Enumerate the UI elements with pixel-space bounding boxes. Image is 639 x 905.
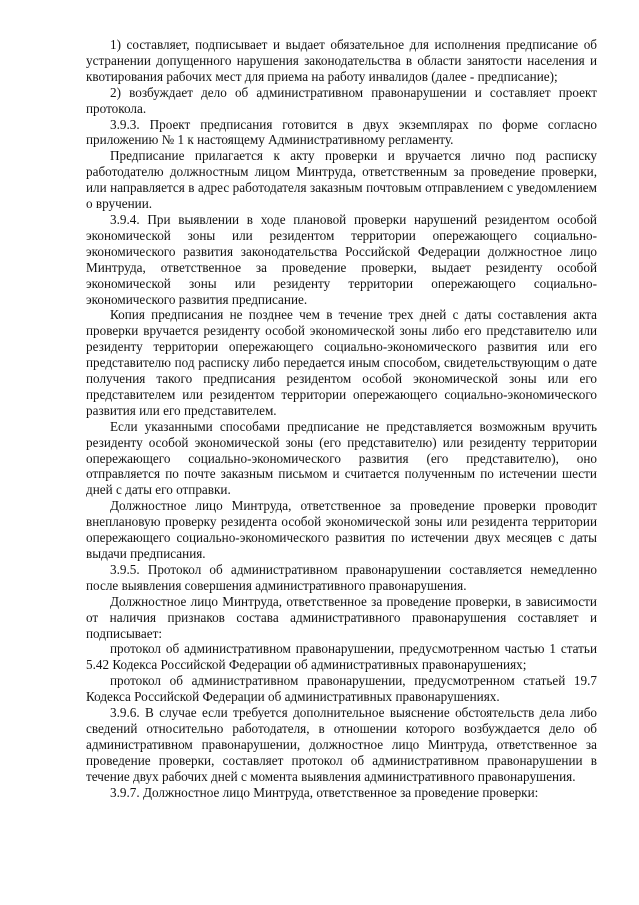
paragraph-order-copy: Копия предписания не позднее чем в течение трех дней с даты составления акта проверки вручается резиденту особой экономической зоны либо его представителю или резиденту территории опережающего социально-экономического развития или его представителю под расписку либо передается иным способом, свидетельствующим о дате получения такого предписания резидентом особой экономической зоны или его представителем или резидентом территории опережающего социально-экономического развития или его представителем.	[86, 307, 597, 418]
paragraph-protocol-19-7: протокол об административном правонарушении, предусмотренном статьей 19.7 Кодекса Российской Федерации об административных правонарушениях.	[86, 673, 597, 705]
paragraph-3-9-5: 3.9.5. Протокол об административном правонарушении составляется немедленно после выявления совершения административного правонарушения.	[86, 561, 597, 593]
paragraph-3-9-6: 3.9.6. В случае если требуется дополнительное выяснение обстоятельств дела либо сведений относительно работодателя, в отношении которого возбуждается дело об административном правонарушении, должностное лицо Минтруда, ответственное за проведение проверки, составляет протокол об административном правонарушении в течение двух рабочих дней с момента выявления административного правонарушения.	[86, 705, 597, 784]
paragraph-3-9-3: 3.9.3. Проект предписания готовится в двух экземплярах по форме согласно приложению № 1 к настоящему Административному регламенту.	[86, 116, 597, 148]
paragraph-protocol-5-42: протокол об административном правонарушении, предусмотренном частью 1 статьи 5.42 Кодекса Российской Федерации об административных правонарушениях;	[86, 641, 597, 673]
paragraph-item-2-open-case: 2) возбуждает дело об административном правонарушении и составляет проект протокола.	[86, 84, 597, 116]
paragraph-official-signs: Должностное лицо Минтруда, ответственное за проведение проверки, в зависимости от наличия признаков состава административного правонарушения составляет и подписывает:	[86, 593, 597, 641]
paragraph-item-1-compose-order: 1) составляет, подписывает и выдает обязательное для исполнения предписание об устранении допущенного нарушения законодательства в области занятости населения и квотирования рабочих мест для приема на работу инвалидов (далее - предписание);	[86, 37, 597, 84]
paragraph-3-9-7: 3.9.7. Должностное лицо Минтруда, ответственное за проведение проверки:	[110, 784, 539, 800]
paragraph-postal-delivery: Если указанными способами предписание не представляется возможным вручить резиденту особой экономической зоны (его представителю) или резиденту территории опережающего социально-экономического развития (его представителю), оно отправляется по почте заказным письмом и считается полученным по истечении шести дней с даты его отправки.	[86, 418, 597, 498]
paragraph-unscheduled-inspection: Должностное лицо Минтруда, ответственное за проведение проверки проводит внеплановую проверку резидента особой экономической зоны или резидента территории опережающего социально-экономического развития по истечении двух месяцев с даты выдачи предписания.	[86, 498, 597, 561]
paragraph-order-delivery: Предписание прилагается к акту проверки и вручается лично под расписку работодателю должностным лицом Минтруда, ответственным за проведение проверки, или направляется в адрес работодателя заказным почтовым отправлением с уведомлением о вручении.	[86, 148, 597, 212]
paragraph-3-9-4: 3.9.4. При выявлении в ходе плановой проверки нарушений резидентом особой экономической зоны или резидентом территории опережающего социально-экономического развития законодательства Российской Федерации должностное лицо Минтруда, ответственное за проведение проверки, выдает резиденту особой экономической зоны или резиденту территории опережающего социально-экономического развития предписание.	[86, 211, 597, 307]
